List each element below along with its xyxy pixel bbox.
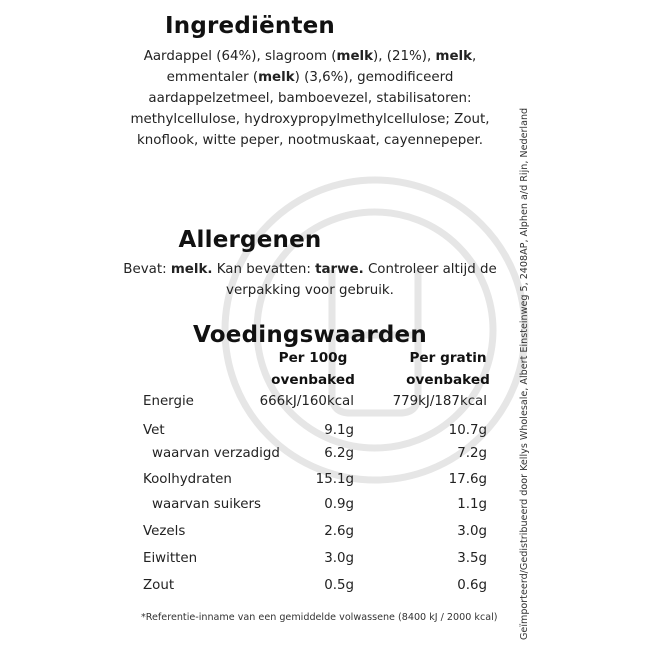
reference-footnote: *Referentie-inname van een gemiddelde volwassene (8400 kJ / 2000 kcal) [141, 612, 498, 623]
ingredients-title: Ingrediënten [164, 13, 336, 39]
paragraph-line [120, 130, 500, 151]
allergen-highlight: tarwe. [315, 262, 364, 277]
nutrition-row [0, 578, 650, 598]
nutrient-label: Vet [143, 423, 165, 438]
text-segment: , [472, 49, 477, 64]
paragraph-line [120, 280, 500, 301]
nutrition-row [0, 394, 650, 414]
value-per-gratin: 17.6g [448, 472, 487, 487]
allergen-highlight: melk [336, 49, 374, 64]
value-per-gratin: 3.0g [457, 524, 487, 539]
value-per-gratin: 3.5g [457, 551, 487, 566]
nutrition-title: Voedingswaarden [193, 322, 427, 348]
nutrient-label: waarvan suikers [152, 497, 261, 512]
value-per-100g: 2.6g [324, 524, 354, 539]
text-segment: ) (3,6%), gemodificeerd [294, 70, 454, 85]
allergen-highlight: melk [258, 70, 295, 85]
allergens-title: Allergenen [178, 227, 322, 253]
allergen-highlight: melk. [170, 262, 213, 277]
text-segment: Controleer altijd de [363, 262, 497, 277]
value-per-gratin: 0.6g [457, 578, 487, 593]
nutrient-label: Vezels [143, 524, 186, 539]
text-segment: Aardappel (64%), slagroom ( [143, 49, 337, 64]
value-per-100g: 3.0g [324, 551, 354, 566]
value-per-100g: 9.1g [324, 423, 354, 438]
text-segment: Kan bevatten: [212, 262, 316, 277]
nutrition-row [0, 446, 650, 466]
paragraph-line [120, 109, 500, 130]
allergens-text [120, 259, 500, 301]
nutrition-row [0, 497, 650, 517]
paragraph-line [120, 88, 500, 109]
text-segment: emmentaler ( [166, 70, 259, 85]
paragraph-line [120, 259, 500, 280]
text-segment: methylcellulose, hydroxypropylmethylcellulose; Zout, [130, 112, 490, 127]
text-segment: Bevat: [123, 262, 171, 277]
value-per-100g: 6.2g [324, 446, 354, 461]
paragraph-line [120, 46, 500, 67]
value-per-100g: 0.5g [324, 578, 354, 593]
nutrition-row [0, 551, 650, 571]
nutrient-label: waarvan verzadigd [152, 446, 280, 461]
value-per-gratin: 1.1g [457, 497, 487, 512]
nutrient-label: Zout [143, 578, 175, 593]
column-header-per-100g [250, 347, 376, 391]
value-per-gratin: 779kJ/187kcal [392, 394, 487, 409]
text-segment: verpakking voor gebruik. [226, 283, 394, 298]
nutrition-row [0, 524, 650, 544]
nutrient-label: Energie [143, 394, 194, 409]
text-segment: aardappelzetmeel, bamboevezel, stabilisatoren: [148, 91, 472, 106]
value-per-100g: 0.9g [324, 497, 354, 512]
value-per-100g: 15.1g [315, 472, 354, 487]
column-header-per-gratin-line2: ovenbaked [406, 372, 490, 388]
column-header-per-100g-line1: Per 100g [278, 350, 348, 366]
column-header-per-100g-line2: ovenbaked [271, 372, 355, 388]
value-per-100g: 666kJ/160kcal [259, 394, 354, 409]
value-per-gratin: 7.2g [457, 446, 487, 461]
column-header-per-gratin [385, 347, 511, 391]
nutrient-label: Koolhydraten [143, 472, 232, 487]
importer-address: Geïmporteerd/Gedistribueerd door Kellys Wholesale, Albert Einsteinweg 5, 2408AP, Alphen a/d Rijn, Nederland [519, 107, 530, 640]
ingredients-text [120, 46, 500, 151]
text-segment: ), (21%), [373, 49, 436, 64]
text-segment: knoflook, witte peper, nootmuskaat, cayennepeper. [137, 133, 483, 148]
nutrition-row [0, 423, 650, 443]
nutrition-row [0, 472, 650, 492]
column-header-per-gratin-line1: Per gratin [409, 350, 487, 366]
allergen-highlight: melk [435, 49, 473, 64]
nutrient-label: Eiwitten [143, 551, 198, 566]
value-per-gratin: 10.7g [448, 423, 487, 438]
paragraph-line [120, 67, 500, 88]
